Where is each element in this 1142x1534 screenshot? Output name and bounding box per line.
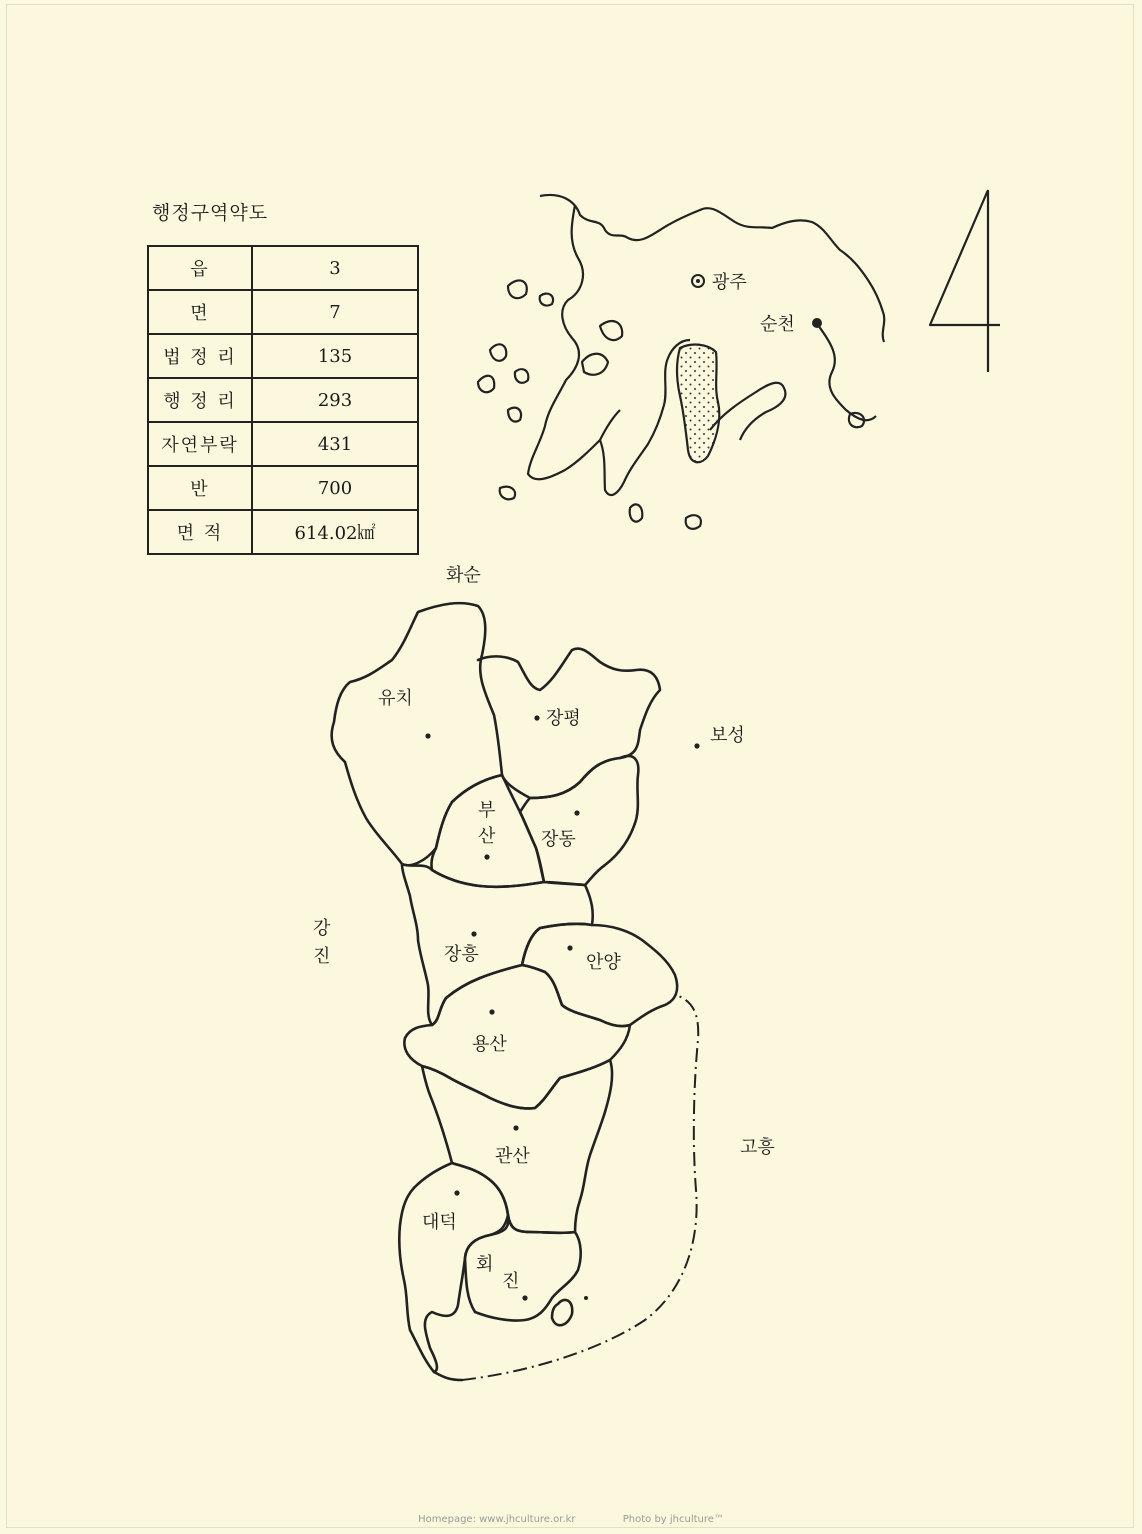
stat-label: 법 정 리 [148, 334, 252, 378]
small-dot-icon [584, 1296, 588, 1300]
stat-value: 700 [252, 466, 418, 510]
label-boseong: 보성 [710, 725, 745, 746]
stat-value: 614.02㎢ [252, 510, 418, 554]
inset-frame-triangle [930, 190, 1000, 372]
inset-islands [478, 280, 864, 528]
coastline-south [434, 1372, 462, 1380]
inset-locator-map [478, 190, 1000, 529]
island [552, 1300, 572, 1325]
label-hoejin-1: 회 [476, 1254, 494, 1275]
anyang-dot-icon [567, 945, 572, 950]
district-boundary-anyang [522, 924, 677, 1026]
footer [0, 1514, 1142, 1525]
district-boundary-yuchi [332, 603, 502, 865]
label-hwasun: 화순 [446, 565, 481, 586]
yongsan-dot-icon [489, 1009, 494, 1014]
stat-value: 135 [252, 334, 418, 378]
footer-homepage: Homepage: www.jhculture.or.kr [418, 1514, 576, 1525]
stat-value: 7 [252, 290, 418, 334]
district-boundary-yongsan [404, 965, 630, 1108]
stat-value: 431 [252, 422, 418, 466]
jangdong-dot-icon [574, 810, 579, 815]
jangheung-dot-icon [471, 931, 476, 936]
inset-bay-islands [582, 321, 622, 375]
footer-photo-credit: Photo by jhculture™ [622, 1514, 724, 1525]
stat-label: 면 적 [148, 510, 252, 554]
label-busan-1: 부 [478, 800, 496, 821]
inset-coastline [540, 195, 884, 342]
suncheon-marker-icon [812, 318, 822, 328]
inset-suncheon-bay [818, 325, 876, 420]
label-hoejin-2: 진 [502, 1271, 520, 1292]
busan-dot-icon [484, 854, 489, 859]
map-title: 행정구역약도 [152, 202, 269, 224]
label-jangpyeong: 장평 [546, 708, 581, 729]
stat-label: 자연부락 [148, 422, 252, 466]
label-goheung: 고흥 [740, 1137, 775, 1158]
district-map [332, 603, 678, 1380]
gwansan-dot-icon [513, 1125, 518, 1130]
stat-value: 293 [252, 378, 418, 422]
label-daedeok: 대덕 [422, 1212, 457, 1233]
label-yongsan: 용산 [472, 1034, 507, 1055]
inset-label-suncheon: 순천 [760, 314, 795, 335]
inset-label-gwangju: 광주 [712, 272, 747, 293]
inset-east-peninsula [710, 383, 785, 440]
inset-west-coast [528, 205, 620, 479]
label-gwansan: 관산 [495, 1146, 530, 1167]
daedeok-dot-icon [454, 1190, 459, 1195]
stat-label: 행 정 리 [148, 378, 252, 422]
label-busan-2: 산 [478, 826, 496, 847]
label-anyang: 안양 [586, 952, 621, 973]
boseong-dot-icon [694, 743, 699, 748]
label-gangjin-1: 강 [313, 918, 331, 939]
inset-jangheung-area [677, 345, 719, 463]
yuchi-dot-icon [425, 733, 430, 738]
stat-label: 면 [148, 290, 252, 334]
label-jangdong: 장동 [541, 829, 576, 850]
hoejin-dot-icon [522, 1295, 527, 1300]
stat-label: 반 [148, 466, 252, 510]
label-jangheung: 장흥 [444, 944, 479, 965]
district-boundary-jangheung-north [402, 864, 593, 1025]
gwangju-marker-center [696, 279, 700, 283]
label-yuchi: 유치 [378, 688, 413, 709]
jangpyeong-dot-icon [534, 715, 539, 720]
stat-value: 3 [252, 246, 418, 290]
district-boundary-jangdong [520, 756, 638, 885]
stat-label: 읍 [148, 246, 252, 290]
label-gangjin-2: 진 [313, 946, 331, 967]
